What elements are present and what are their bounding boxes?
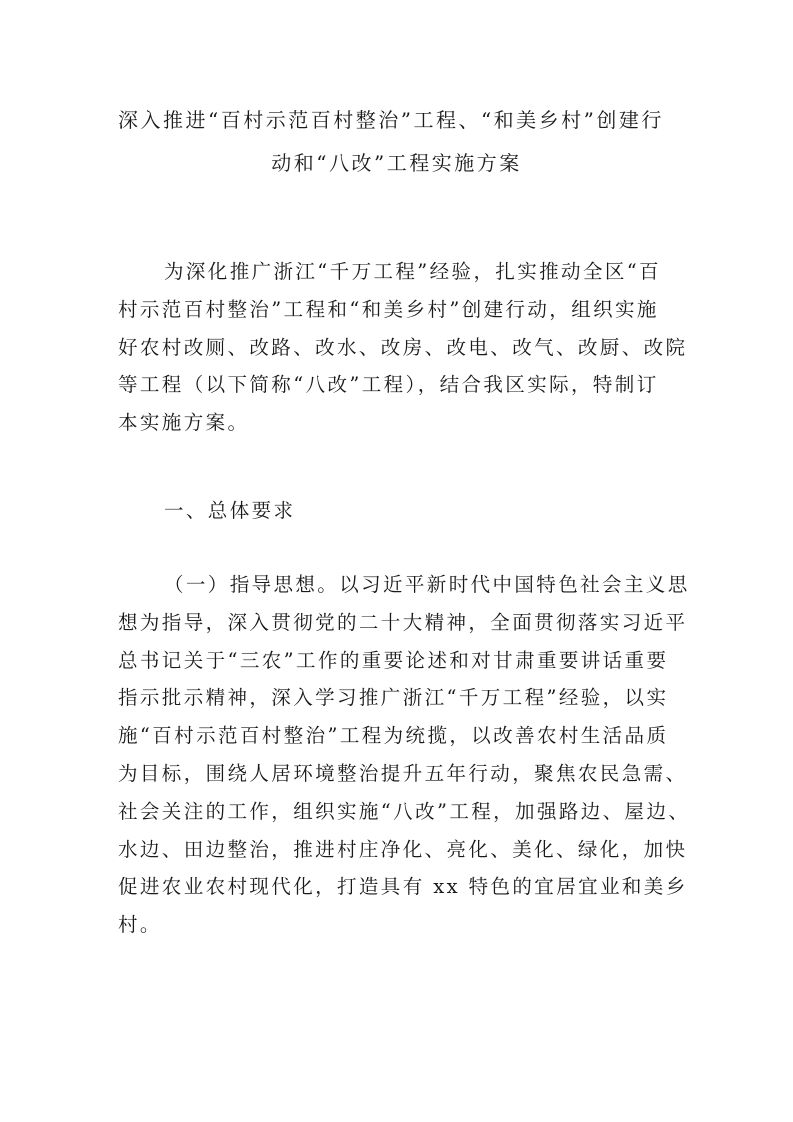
guiding-ideology-line: 水边、田边整治，推进村庄净化、亮化、美化、绿化，加快 (118, 837, 688, 861)
guiding-ideology-line: 村。 (118, 913, 162, 937)
guiding-ideology-line: （一）指导思想。以习近平新时代中国特色社会主义思 (164, 573, 690, 596)
guiding-ideology-paragraph (118, 566, 691, 944)
guiding-ideology-line: 总书记关于“三农”工作的重要论述和对甘肃重要讲话重要 (118, 648, 669, 672)
section-heading-text: 一、总体要求 (164, 499, 296, 522)
guiding-ideology-line: 促进农业农村现代化，打造具有 xx 特色的宜居宜业和美乡 (118, 875, 688, 899)
intro-paragraph (118, 253, 688, 442)
guiding-ideology-line: 想为指导，深入贯彻党的二十大精神，全面贯彻落实习近平 (118, 610, 688, 634)
guiding-ideology-line: 社会关注的工作，组织实施“八改”工程，加强路边、屋边、 (118, 799, 691, 823)
guiding-ideology-line: 为目标，围绕人居环境整治提升五年行动，聚焦农民急需、 (118, 761, 688, 785)
section-heading-general-requirements (118, 492, 688, 530)
intro-paragraph-line: 为深化推广浙江“千万工程”经验，扎实推动全区“百 (164, 260, 662, 283)
guiding-ideology-line: 指示批示精神，深入学习推广浙江“千万工程”经验，以实 (118, 686, 669, 710)
document-title-line-2: 动和“八改”工程实施方案 (271, 151, 522, 175)
document-title-line-1: 深入推进“百村示范百村整治”工程、“和美乡村”创建行 (118, 108, 664, 132)
intro-paragraph-line: 本实施方案。 (118, 411, 250, 435)
guiding-ideology-line: 施“百村示范百村整治”工程为统揽，以改善农村生活品质 (118, 724, 669, 748)
intro-paragraph-line: 等工程（以下简称“八改”工程），结合我区实际，特制订 (118, 373, 659, 397)
intro-paragraph-line: 好农村改厕、改路、改水、改房、改电、改气、改厨、改院 (118, 335, 688, 359)
intro-paragraph-line: 村示范百村整治”工程和“和美乡村”创建行动，组织实施 (118, 297, 659, 321)
